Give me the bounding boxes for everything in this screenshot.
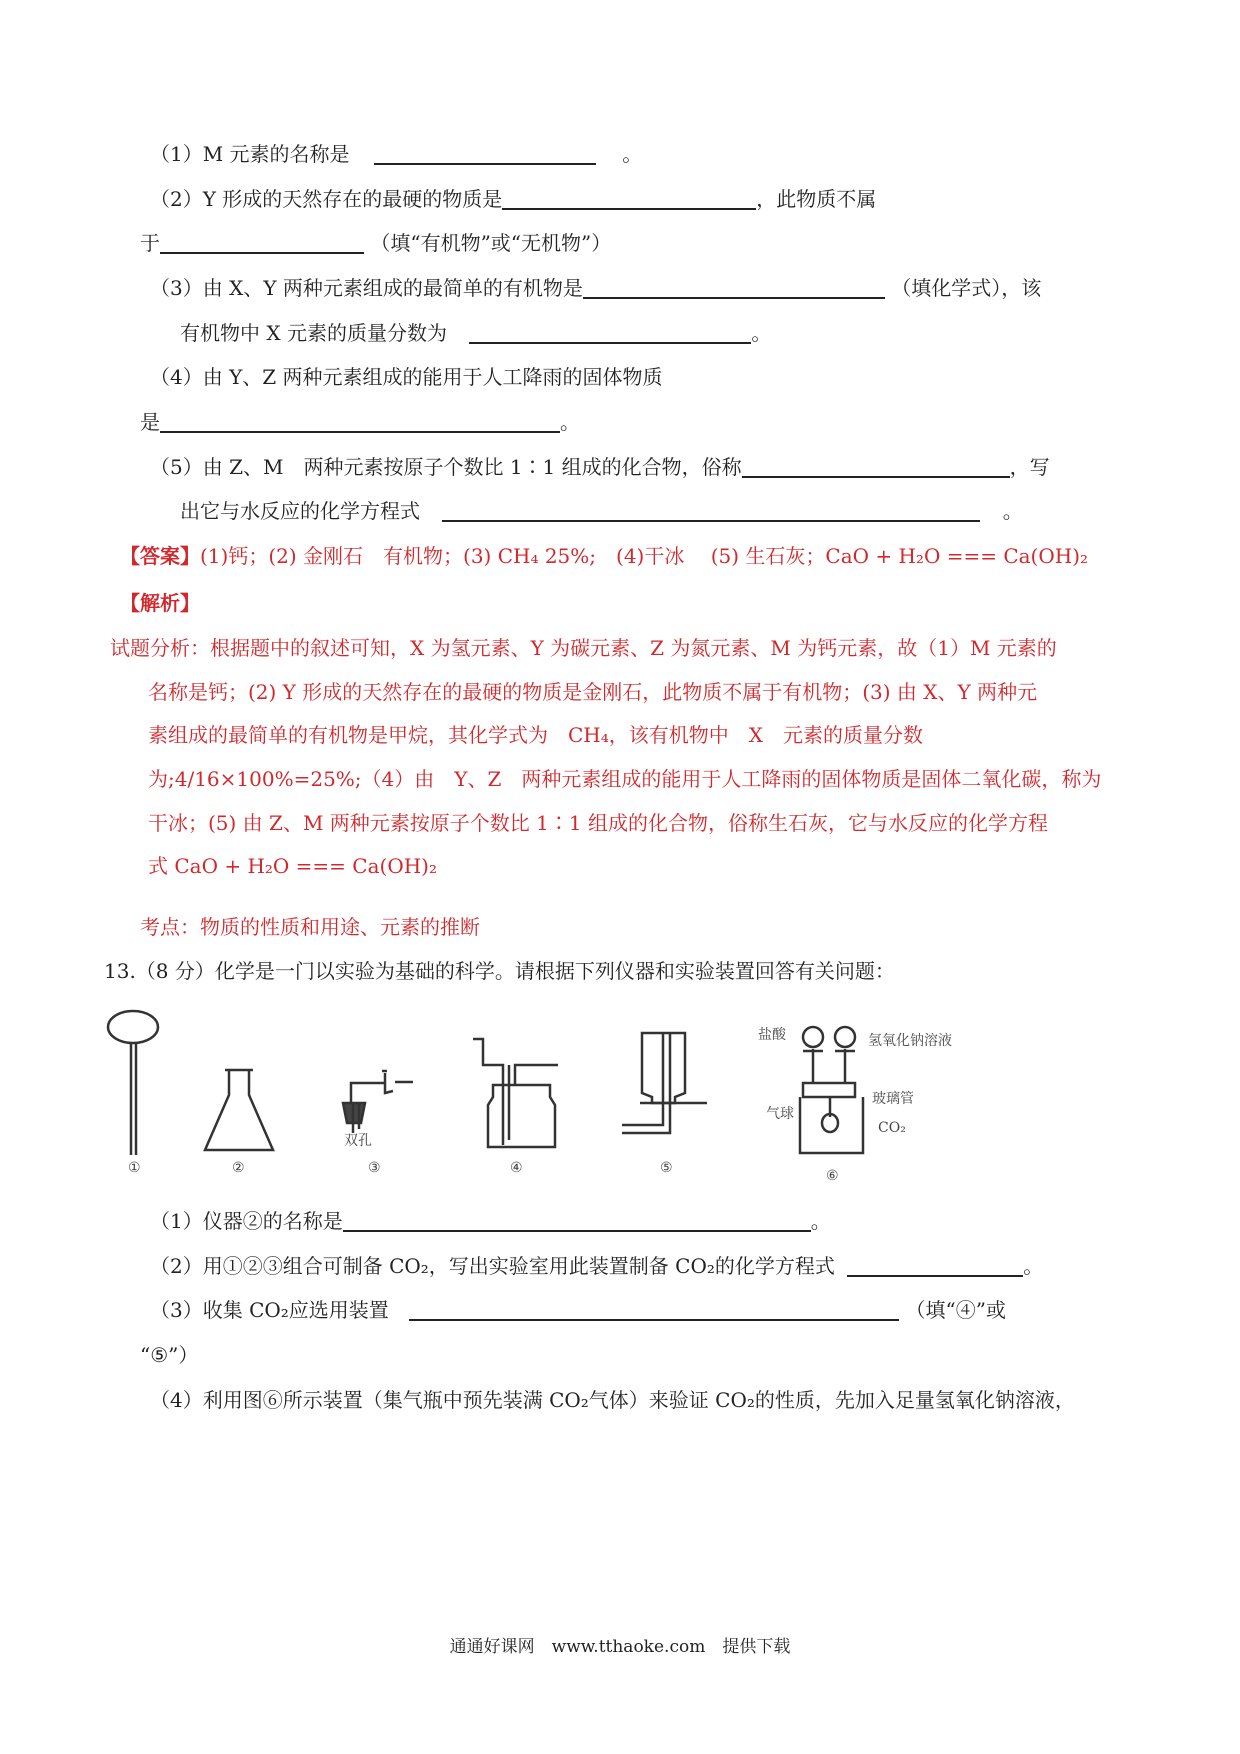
analysis-line-3: 素组成的最简单的有机物是甲烷，其化学式为 CH₄，该有机物中 X 元素的质量分数 — [148, 723, 923, 747]
q12-part4: （4）由 Y、Z 两种元素组成的能用于人工降雨的固体物质 — [150, 365, 663, 389]
answer-blank[interactable] — [160, 232, 364, 254]
fig-label-6: ⑥ — [826, 1168, 839, 1184]
q13-part4: （4）利用图⑥所示装置（集气瓶中预先装满 CO₂气体）来验证 CO₂的性质，先加入足量氢氧化钠溶液， — [150, 1388, 1075, 1412]
analysis-line-6: 式 CaO + H₂O === Ca(OH)₂ — [148, 854, 437, 878]
analysis-heading: 【解析】 — [120, 591, 200, 615]
answer-blank[interactable] — [469, 322, 751, 344]
fig6-text-hcl: 盐酸 — [758, 1027, 786, 1043]
answer-blank[interactable] — [502, 188, 756, 210]
answer-line — [120, 543, 1088, 569]
q12-part5-cont: 出它与水反应的化学方程式 。 — [180, 499, 1023, 523]
fig3-text: 双孔 — [344, 1133, 372, 1149]
q13-part2: （2）用①②③组合可制备 CO₂，写出实验室用此装置制备 CO₂的化学方程式 。 — [150, 1254, 1044, 1278]
q12-part1: （1）M 元素的名称是 。 — [150, 142, 643, 166]
fig6-text-balloon: 气球 — [766, 1106, 794, 1122]
double-hole-stopper-icon — [343, 1071, 413, 1133]
answer-blank[interactable] — [160, 411, 560, 433]
kaodian: 考点：物质的性质和用途、元素的推断 — [140, 915, 480, 939]
q13-part3: （3）收集 CO₂应选用装置 （填“④”或 — [150, 1298, 1006, 1322]
gas-collecting-bottle-icon — [473, 1039, 558, 1147]
inverted-bottle-icon — [622, 1033, 707, 1133]
q13-title: 13.（8 分）化学是一门以实验为基础的科学。请根据下列仪器和实验装置回答有关问题： — [104, 959, 895, 983]
fig-label-5: ⑤ — [660, 1160, 673, 1176]
answer-blank[interactable] — [742, 456, 1010, 478]
fig-label-1: ① — [128, 1160, 141, 1176]
answer-blank[interactable] — [847, 1255, 1023, 1277]
answer-blank[interactable] — [343, 1210, 811, 1232]
analysis-line-4: 为;4/16×100%=25%;（4）由 Y、Z 两种元素组成的能用于人工降雨的固体物质是固体二氧化碳，称为 — [148, 767, 1102, 791]
fig6-text-co2: CO₂ — [878, 1120, 906, 1136]
analysis-line-1: 试题分析：根据题中的叙述可知，X 为氢元素、Y 为碳元素、Z 为氮元素、M 为钙元素，故（1）M 元素的 — [110, 636, 1057, 660]
q12-part4-cont: 是 。 — [140, 410, 580, 434]
answer-blank[interactable] — [442, 500, 980, 522]
q13-part3-cont: “⑤”） — [140, 1343, 199, 1367]
fig-label-3: ③ — [368, 1160, 381, 1176]
fig-label-2: ② — [232, 1160, 245, 1176]
answer-blank[interactable] — [583, 277, 885, 299]
fig-label-4: ④ — [510, 1160, 523, 1176]
q12-part2: （2）Y 形成的天然存在的最硬的物质是 ，此物质不属 — [150, 187, 877, 211]
answer-blank[interactable] — [409, 1299, 899, 1321]
answer-blank[interactable] — [374, 143, 596, 165]
long-neck-funnel-icon — [108, 1011, 158, 1155]
q12-part3-cont: 有机物中 X 元素的质量分数为 。 — [180, 321, 772, 345]
conical-flask-icon — [205, 1070, 273, 1150]
fig6-text-naoh: 氢氧化钠溶液 — [868, 1033, 952, 1049]
q12-part5: （5）由 Z、M 两种元素按原子个数比 1∶1 组成的化合物，俗称 ，写 — [150, 455, 1050, 479]
answer-text: (1)钙；(2) 金刚石 有机物；(3) CH₄ 25%; (4)干冰 (5) 生石灰；CaO + H₂O === Ca(OH)₂ — [200, 544, 1089, 568]
analysis-line-2: 名称是钙；(2) Y 形成的天然存在的最硬的物质是金刚石，此物质不属于有机物；(3) 由 X、Y 两种元 — [148, 680, 1038, 704]
analysis-line-5: 干冰；(5) 由 Z、M 两种元素按原子个数比 1∶1 组成的化合物，俗称生石灰，它与水反应的化学方程 — [148, 811, 1048, 835]
page-footer: 通通好课网 www.tthaoke.com 提供下载 — [449, 1637, 791, 1657]
co2-verification-device-icon — [800, 1027, 863, 1153]
q13-part1: （1）仪器②的名称是 。 — [150, 1209, 831, 1233]
fig6-text-glass-tube: 玻璃管 — [872, 1091, 914, 1107]
q12-part3: （3）由 X、Y 两种元素组成的最简单的有机物是 （填化学式），该 — [150, 276, 1042, 300]
answer-label: 【答案】 — [120, 544, 200, 568]
q12-part2-cont: 于 （填“有机物”或“无机物”） — [140, 231, 612, 255]
